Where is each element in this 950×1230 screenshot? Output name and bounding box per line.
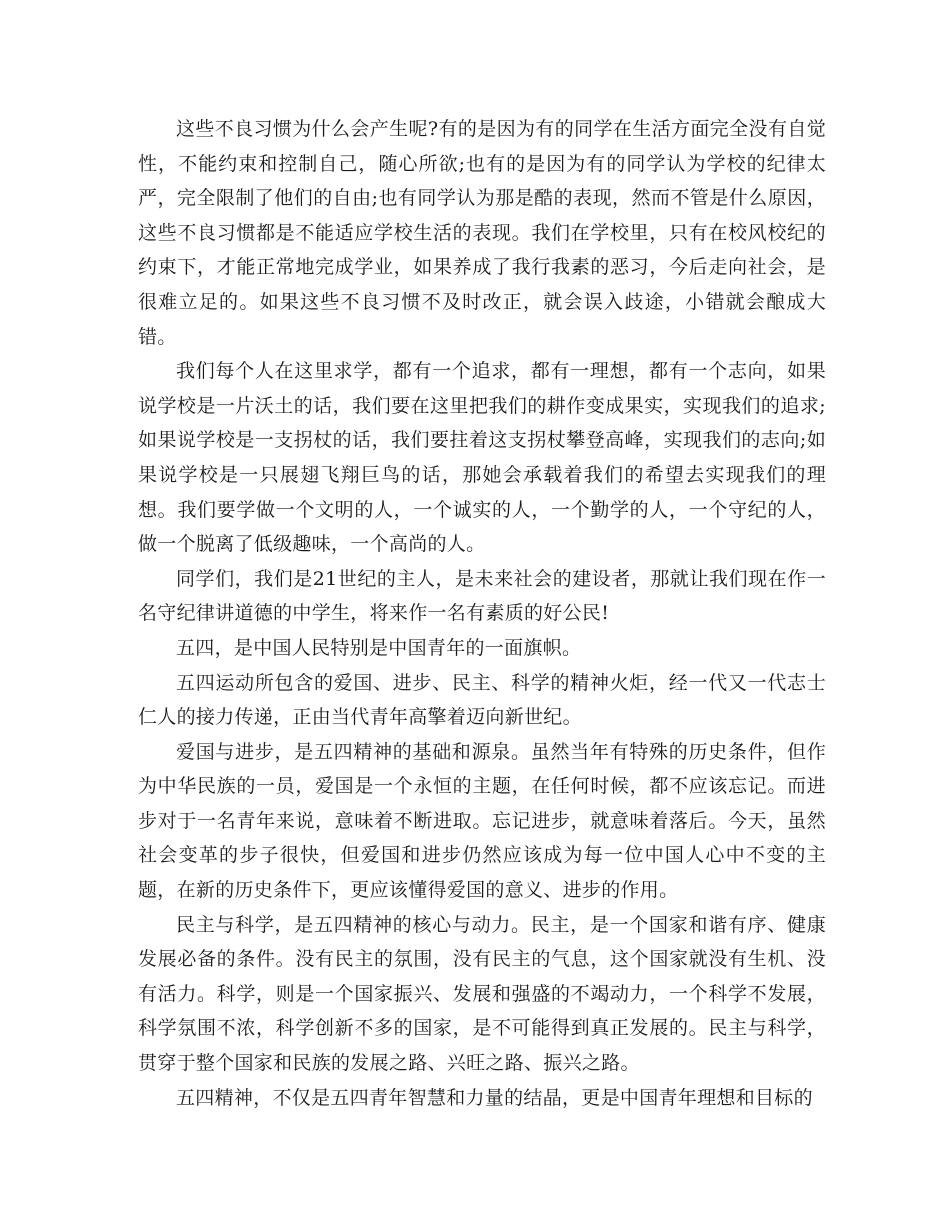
- paragraph-citizens: 同学们，我们是21世纪的主人，是未来社会的建设者，那就让我们现在作一名守纪律讲道德的中学生，将来作一名有素质的好公民!: [138, 567, 826, 625]
- paragraph-patriotism-progress: 爱国与进步，是五四精神的基础和源泉。虽然当年有特殊的历史条件，但作为中华民族的一员，爱国是一个永恒的主题，在任何时候，都不应该忘记。而进步对于一名青年来说，意味着不断进取。忘记进步，就意味着落后。今天，虽然社会变革的步子很快，但爱国和进步仍然应该成为每一位中国人心中不变的主题，在新的历史条件下，更应该懂得爱国的意义、进步的作用。: [138, 740, 826, 902]
- paragraph-may-fourth-banner: 五四，是中国人民特别是中国青年的一面旗帜。: [176, 636, 582, 659]
- paragraph-torch: 五四运动所包含的爱国、进步、民主、科学的精神火炬，经一代又一代志士仁人的接力传递，正由当代青年高擎着迈向新世纪。: [138, 671, 826, 729]
- document-page: [138, 112, 826, 1115]
- paragraph-habits: 这些不良习惯为什么会产生呢?有的是因为有的同学在生活方面完全没有自觉性，不能约束和控制自己，随心所欲;也有的是因为有的同学认为学校的纪律太严，完全限制了他们的自由;也有同学认为那是酷的表现，然而不管是什么原因，这些不良习惯都是不能适应学校生活的表现。我们在学校里，只有在校风校纪的约束下，才能正常地完成学业，如果养成了我行我素的恶习，今后走向社会，是很难立足的。如果这些不良习惯不及时改正，就会误入歧途，小错就会酿成大错。: [138, 118, 826, 348]
- paragraph-democracy-science: 民主与科学，是五四精神的核心与动力。民主，是一个国家和谐有序、健康发展必备的条件。没有民主的氛围，没有民主的气息，这个国家就没有生机、没有活力。科学，则是一个国家振兴、发展和强盛的不竭动力，一个科学不发展，科学氛围不浓，科学创新不多的国家，是不可能得到真正发展的。民主与科学，贯穿于整个国家和民族的发展之路、兴旺之路、振兴之路。: [138, 913, 826, 1075]
- paragraph-may-fourth-spirit: 五四精神，不仅是五四青年智慧和力量的结晶，更是中国青年理想和目标的: [176, 1086, 813, 1109]
- paragraph-pursuit: 我们每个人在这里求学，都有一个追求，都有一理想，都有一个志向，如果说学校是一片沃土的话，我们要在这里把我们的耕作变成果实，实现我们的追求;如果说学校是一支拐杖的话，我们要拄着这支拐杖攀登高峰，实现我们的志向;如果说学校是一只展翅飞翔巨鸟的话，那她会承载着我们的希望去实现我们的理想。我们要学做一个文明的人，一个诚实的人，一个勤学的人，一个守纪的人，做一个脱离了低级趣味，一个高尚的人。: [138, 360, 826, 556]
